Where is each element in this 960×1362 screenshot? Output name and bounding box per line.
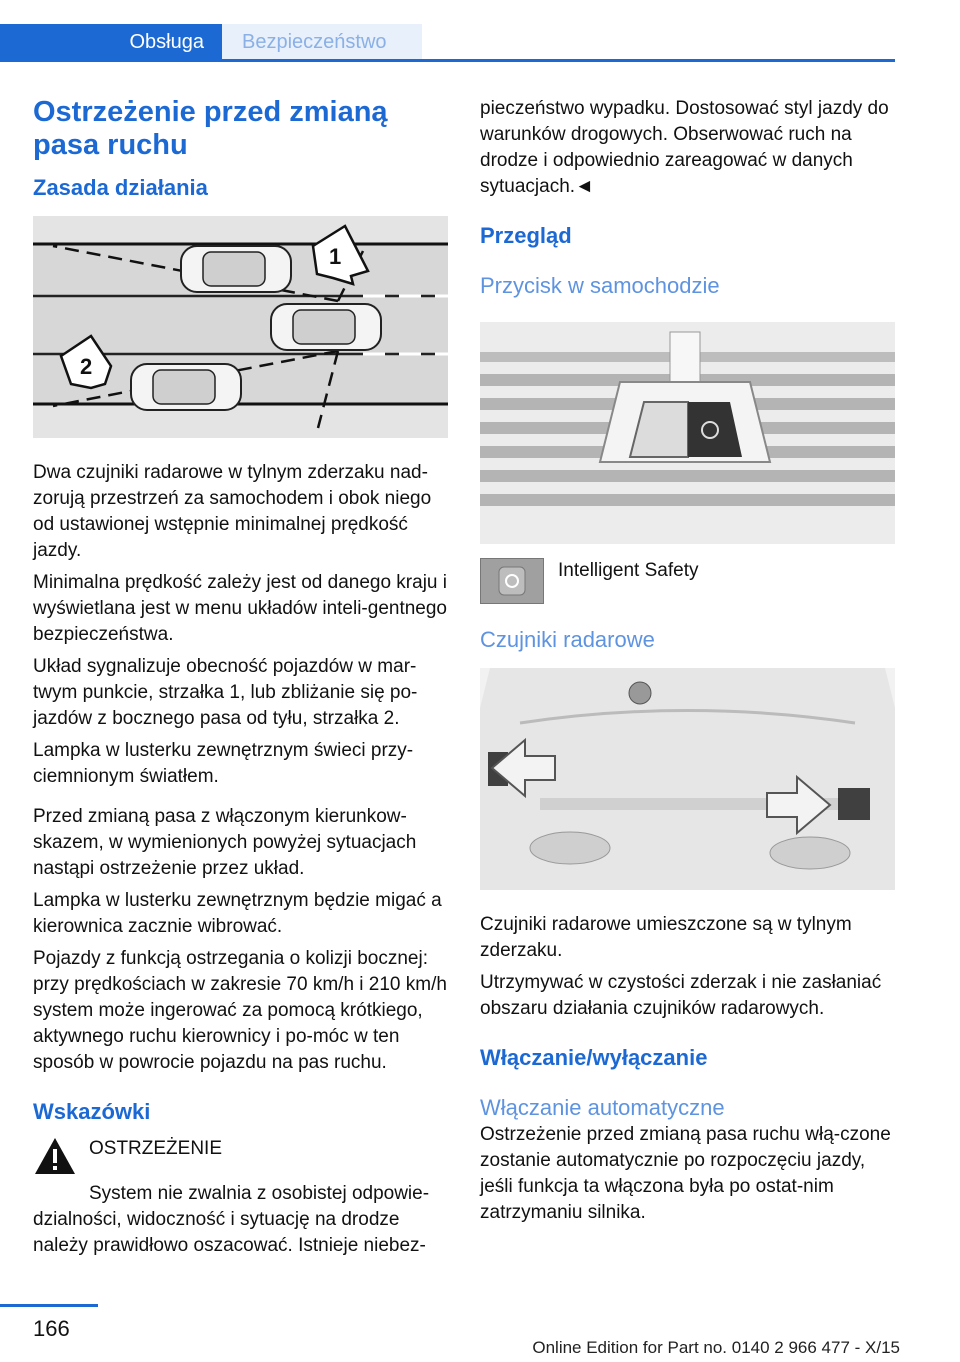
paragraph-side-collision: Pojazdy z funkcją ostrzegania o kolizji bocznej: przy prędkościach w zakresie 70 km/h i 210 km/h system może ingerować za pomocą krótkiego, aktywnego ruchu kierownicy i po-móc w ten sposób w powrocie pojazdu na pas ruchu. [33,948,447,1073]
auto-paragraph: Ostrzeżenie przed zmianą pasa ruchu włą-czone zostanie automatycznie po rozpoczęciu jazdy, jeśli funkcja ta włączona była po ostat-nim zatrzymaniu silnika. [480,1124,891,1223]
page-number: 166 [33,1316,70,1341]
section-auto-heading: Włączanie automatyczne [480,1095,725,1120]
arrow-2-marker: 2 [80,354,93,379]
right-column [480,96,896,1226]
section-onoff-heading: Włączanie/wyłączanie [480,1045,708,1070]
radar-paragraph-clean: Utrzymywać w czystości zderzak i nie zasłaniać obszaru działania czujników radarowych. [480,972,882,1019]
warning-continued: pieczeństwo wypadku. Dostosować styl jazdy do warunków drogowych. Obserwować ruch na drodze i odpowiednio zareagować w danych sytuacjach.◄ [480,98,889,197]
section-button-heading: Przycisk w samochodzie [480,273,720,298]
intelligent-safety-label: Intelligent Safety [558,560,699,581]
paragraph-mirror-blink: Lampka w lusterku zewnętrznym będzie migać a kierownica zacznie wibrować. [33,890,442,937]
warning-block [33,1136,448,1181]
radar-photo-svg [480,668,895,890]
paragraph-before-change: Przed zmianą pasa z włączonym kierunkow-skazem, w wymienionych powyżej sytuacjach nastąpi ostrzeżenie przez układ. [33,806,417,879]
paragraph-signaling: Układ sygnalizuje obecność pojazdów w mar-twym punkcie, strzałka 1, lub zbliżanie się po-jazdów z bocznego pasa od tyłu, strzałka 2. [33,656,418,729]
radar-sensor-photo [480,668,895,890]
tab-obsluga[interactable]: Obsługa [0,24,222,61]
car-bottom [131,364,241,410]
header-tabs [0,24,895,62]
tab-bezpieczenstwo[interactable]: Bezpieczeństwo [222,24,422,61]
section-overview-heading: Przegląd [480,223,572,248]
car-middle [271,304,381,350]
paragraph-min-speed: Minimalna prędkość zależy jest od danego kraju i wyświetlana jest w menu układów inteli-gentnego bezpieczeństwa. [33,572,448,645]
arrow-1-marker: 1 [329,244,342,269]
paragraph-sensors: Dwa czujniki radarowe w tylnym zderzaku nad-zorują przestrzeń za samochodem i obok niego od ustawionej wstępnie minimalnej prędkość jazdy. [33,462,432,561]
car-top [181,246,291,292]
page-title: Ostrzeżenie przed zmianą pasa ruchu [33,96,388,161]
lane-diagram-svg [33,216,448,438]
left-column [33,96,448,1259]
radar-paragraph-location: Czujniki radarowe umieszczone są w tylnym zderzaku. [480,914,852,961]
footer-rule [0,1304,98,1307]
button-photo [480,322,895,544]
section-principle-heading: Zasada działania [33,175,208,200]
warning-triangle-icon [33,1136,77,1181]
header-rule [0,59,895,62]
lane-change-diagram [33,216,448,438]
button-photo-svg [480,322,895,544]
button-legend [480,558,896,604]
warning-text: System nie zwalnia z osobistej odpowie-dzialności, widoczność i sytuację na drodze należy prawidłowo oszacować. Istnieje niebez- [33,1183,430,1256]
section-notes-heading: Wskazówki [33,1099,151,1124]
section-radar-heading: Czujniki radarowe [480,627,655,652]
edition-text: Online Edition for Part no. 0140 2 966 477 - X/15 [532,1338,900,1357]
intelligent-safety-button-icon [480,558,544,604]
paragraph-mirror-light: Lampka w lusterku zewnętrznym świeci przy-ciemnionym światłem. [33,740,414,787]
warning-title: OSTRZEŻENIE [89,1138,223,1159]
